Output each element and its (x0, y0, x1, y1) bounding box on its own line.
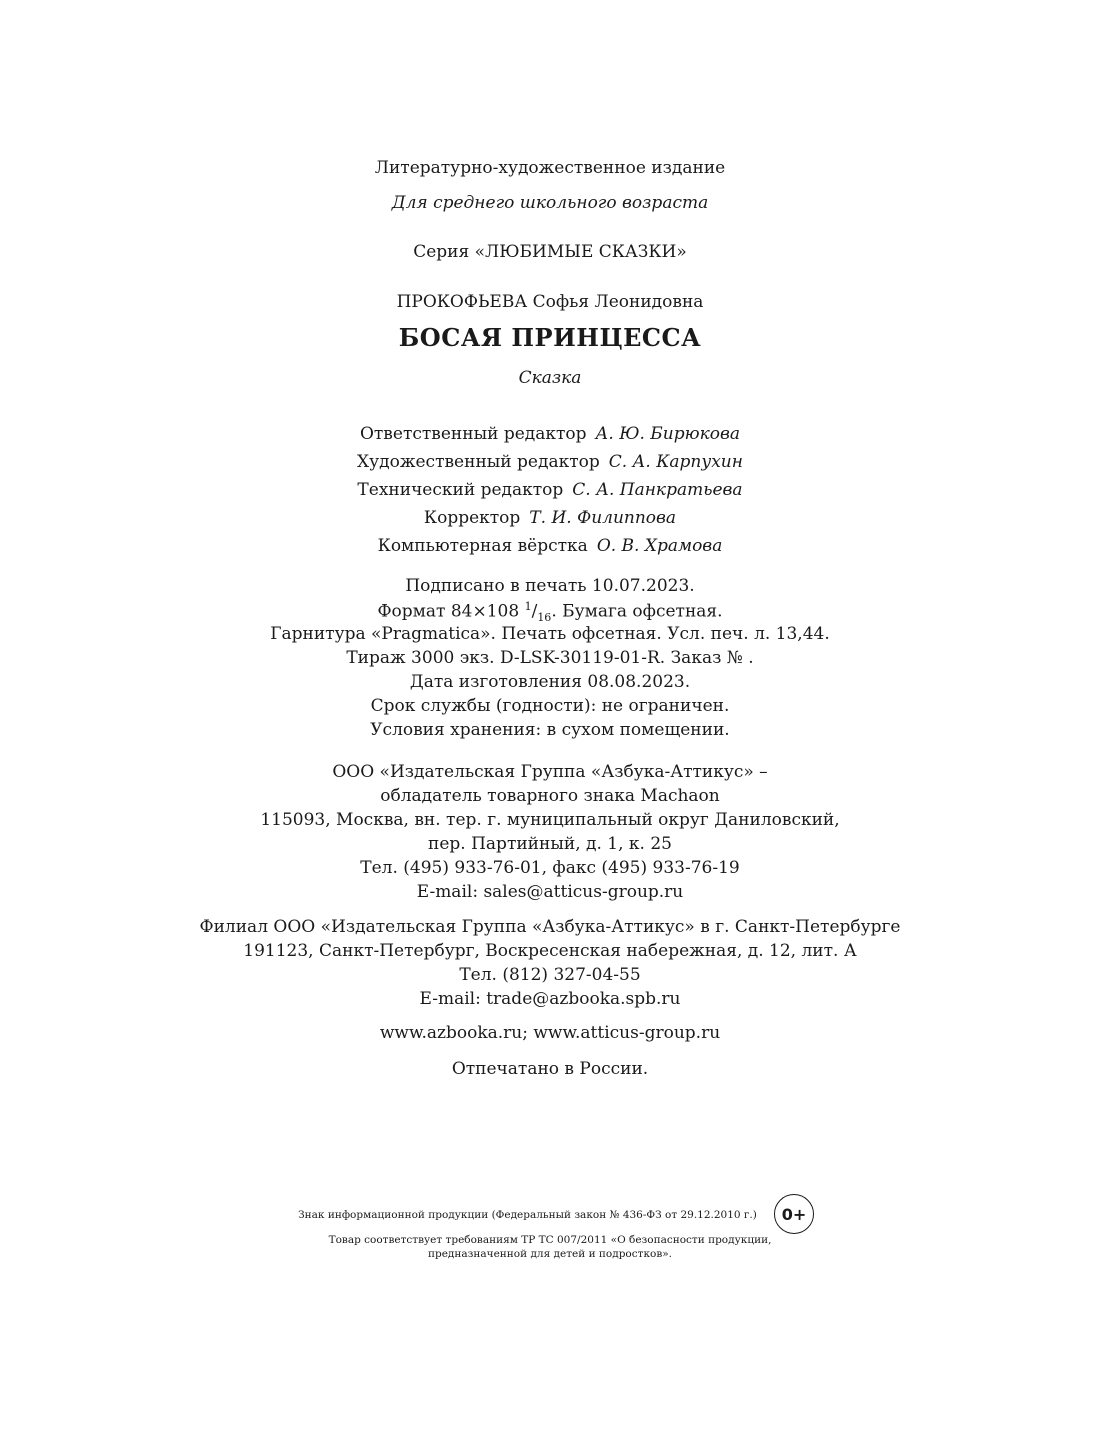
publisher-line: ООО «Издательская Группа «Азбука-Аттикус» – (332, 762, 768, 782)
manufacture-date: Дата изготовления 08.08.2023. (409, 672, 691, 692)
branch-email: E-mail: trade@azbooka.spb.ru (419, 989, 681, 1009)
staff-row (0, 536, 1100, 556)
staff-row (0, 452, 1100, 472)
storage-conditions: Условия хранения: в сухом помещении. (370, 720, 730, 740)
staff-row (0, 480, 1100, 500)
staff-role: Ответственный редактор (359, 424, 587, 444)
signed-date: Подписано в печать 10.07.2023. (405, 576, 695, 596)
format-denominator: 16 (537, 611, 552, 625)
format-prefix: Формат 84×108 (377, 601, 520, 622)
format-suffix: . Бумага офсетная. (551, 601, 723, 622)
shelf-life: Срок службы (годности): не ограничен. (370, 696, 730, 716)
typeface-line: Гарнитура «Pragmatica». Печать офсетная. Усл. печ. л. 13,44. (270, 624, 830, 644)
author: ПРОКОФЬЕВА Софья Леонидовна (396, 292, 704, 312)
staff-name: О. В. Храмова (596, 536, 723, 556)
genre: Сказка (518, 368, 582, 388)
staff-name: Т. И. Филиппова (529, 508, 677, 528)
staff-role: Компьютерная вёрстка (377, 536, 588, 556)
publisher-line: 115093, Москва, вн. тер. г. муниципальный округ Даниловский, (260, 810, 840, 830)
age-rating-icon: 0+ (774, 1194, 814, 1234)
staff-name: С. А. Карпухин (608, 452, 743, 472)
series: Серия «ЛЮБИМЫЕ СКАЗКИ» (413, 242, 687, 262)
format-line: Формат 84×108 $^1/_{16}$. Бумага офсетная. (377, 600, 723, 625)
staff-row (0, 508, 1100, 528)
edition-type: Литературно-художественное издание (374, 158, 726, 178)
publisher-line: обладатель товарного знака Machaon (380, 786, 720, 806)
book-title: БОСАЯ ПРИНЦЕССА (398, 323, 702, 352)
publisher-line: Тел. (495) 933-76-01, факс (495) 933-76-19 (360, 858, 740, 878)
printed-in: Отпечатано в России. (451, 1059, 649, 1079)
format-numerator: 1 (524, 600, 532, 613)
publisher-line: пер. Партийный, д. 1, к. 25 (428, 834, 672, 854)
compliance-line: предназначенной для детей и подростков». (428, 1248, 672, 1260)
compliance-line: Товар соответствует требованиям ТР ТС 007/2011 «О безопасности продукции, (328, 1234, 772, 1246)
staff-role: Художественный редактор (357, 452, 600, 472)
staff-name: С. А. Панкратьева (572, 480, 743, 500)
staff-name: А. Ю. Бирюкова (595, 424, 741, 444)
websites: www.azbooka.ru; www.atticus-group.ru (379, 1023, 721, 1043)
branch-line: Тел. (812) 327-04-55 (459, 965, 641, 985)
staff-role: Технический редактор (357, 480, 564, 500)
staff-row (0, 424, 1100, 444)
staff-role: Корректор (423, 508, 521, 528)
audience: Для среднего школьного возраста (391, 193, 709, 213)
print-run-line: Тираж 3000 экз. D-LSK-30119-01-R. Заказ № . (346, 648, 754, 668)
publisher-email: E-mail: sales@atticus-group.ru (416, 882, 684, 902)
info-product-sign: Знак информационной продукции (Федеральный закон № 436-ФЗ от 29.12.2010 г.) (298, 1209, 757, 1221)
branch-line: 191123, Санкт-Петербург, Воскресенская набережная, д. 12, лит. А (243, 941, 857, 961)
branch-line: Филиал ООО «Издательская Группа «Азбука-Аттикус» в г. Санкт-Петербурге (199, 917, 901, 937)
